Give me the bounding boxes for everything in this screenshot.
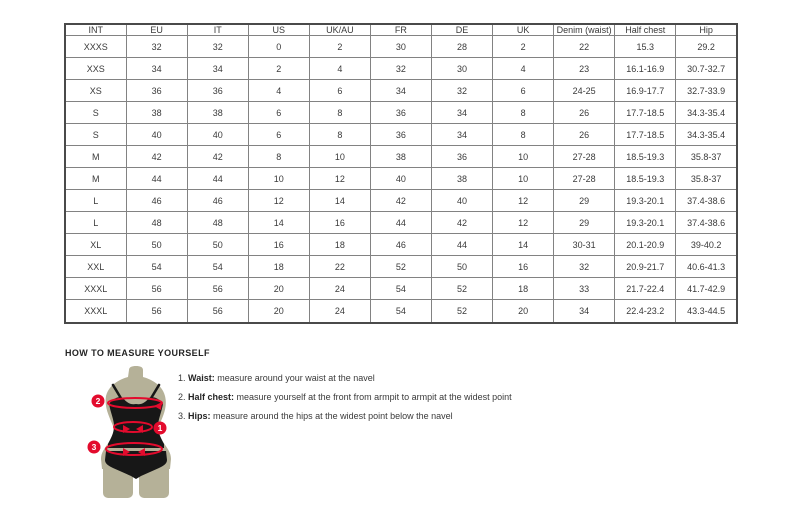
table-cell: 12 — [309, 168, 370, 190]
table-cell: M — [65, 168, 126, 190]
table-cell: 44 — [187, 168, 248, 190]
table-cell: 56 — [187, 278, 248, 300]
table-cell: 48 — [126, 212, 187, 234]
table-cell: 14 — [493, 234, 554, 256]
table-cell: 18.5-19.3 — [615, 168, 676, 190]
table-cell: 22.4-23.2 — [615, 300, 676, 323]
instruction-number: 3. — [178, 411, 186, 421]
column-header: Hip — [676, 24, 737, 36]
badge-waist-number: 1 — [157, 423, 163, 433]
table-cell: XS — [65, 80, 126, 102]
table-row — [65, 300, 737, 323]
table-cell: 46 — [126, 190, 187, 212]
table-cell: 40 — [431, 190, 492, 212]
column-header: IT — [187, 24, 248, 36]
table-cell: 36 — [187, 80, 248, 102]
instruction-hips — [178, 407, 512, 426]
table-cell: 27-28 — [554, 146, 615, 168]
header-row — [65, 24, 737, 36]
table-cell: 29 — [554, 212, 615, 234]
table-cell: 22 — [554, 36, 615, 58]
table-cell: 8 — [248, 146, 309, 168]
table-cell: 16.9-17.7 — [615, 80, 676, 102]
table-cell: 34 — [431, 124, 492, 146]
table-cell: 37.4-38.6 — [676, 190, 737, 212]
size-table-body — [65, 36, 737, 324]
table-cell: 17.7-18.5 — [615, 102, 676, 124]
table-cell: L — [65, 190, 126, 212]
measure-section-title: HOW TO MEASURE YOURSELF — [65, 348, 210, 358]
table-cell: 16.1-16.9 — [615, 58, 676, 80]
table-cell: 6 — [309, 80, 370, 102]
instruction-label: Half chest: — [188, 392, 235, 402]
table-cell: 39-40.2 — [676, 234, 737, 256]
table-cell: 40.6-41.3 — [676, 256, 737, 278]
table-cell: 24-25 — [554, 80, 615, 102]
table-cell: 54 — [370, 278, 431, 300]
table-cell: 34 — [370, 80, 431, 102]
table-cell: 19.3-20.1 — [615, 190, 676, 212]
table-cell: 37.4-38.6 — [676, 212, 737, 234]
instruction-half-chest — [178, 388, 512, 407]
table-cell: 20.1-20.9 — [615, 234, 676, 256]
table-cell: 36 — [126, 80, 187, 102]
table-cell: 32 — [187, 36, 248, 58]
table-cell: 56 — [187, 300, 248, 323]
table-row — [65, 256, 737, 278]
table-cell: 4 — [493, 58, 554, 80]
table-row — [65, 36, 737, 58]
table-cell: 38 — [187, 102, 248, 124]
table-cell: 4 — [248, 80, 309, 102]
table-row — [65, 80, 737, 102]
size-table — [64, 23, 738, 324]
instruction-text: measure around your waist at the navel — [214, 373, 375, 383]
table-cell: 12 — [493, 190, 554, 212]
table-cell: 10 — [493, 168, 554, 190]
table-cell: 6 — [248, 102, 309, 124]
table-cell: 12 — [493, 212, 554, 234]
column-header: DE — [431, 24, 492, 36]
table-cell: 44 — [370, 212, 431, 234]
table-cell: 32 — [431, 80, 492, 102]
table-cell: 4 — [309, 58, 370, 80]
table-cell: 32 — [126, 36, 187, 58]
column-header: US — [248, 24, 309, 36]
table-cell: 34 — [126, 58, 187, 80]
table-cell: 18 — [248, 256, 309, 278]
table-row — [65, 58, 737, 80]
measurement-figure — [79, 366, 194, 500]
instruction-number: 1. — [178, 373, 186, 383]
table-cell: 20 — [248, 278, 309, 300]
table-cell: XXS — [65, 58, 126, 80]
table-cell: M — [65, 146, 126, 168]
badge-hips-number: 3 — [91, 442, 97, 452]
table-cell: 36 — [370, 124, 431, 146]
table-row — [65, 278, 737, 300]
table-cell: 17.7-18.5 — [615, 124, 676, 146]
table-cell: 50 — [126, 234, 187, 256]
table-row — [65, 124, 737, 146]
table-cell: 14 — [309, 190, 370, 212]
table-cell: 32 — [370, 58, 431, 80]
instruction-label: Waist: — [188, 373, 215, 383]
table-cell: 48 — [187, 212, 248, 234]
table-cell: 54 — [187, 256, 248, 278]
table-cell: 22 — [309, 256, 370, 278]
table-cell: 26 — [554, 124, 615, 146]
table-cell: XXXL — [65, 300, 126, 323]
instruction-waist — [178, 369, 512, 388]
column-header: UK — [493, 24, 554, 36]
table-cell: 16 — [248, 234, 309, 256]
table-cell: 46 — [187, 190, 248, 212]
table-cell: 56 — [126, 278, 187, 300]
table-cell: 38 — [431, 168, 492, 190]
table-cell: 28 — [431, 36, 492, 58]
table-cell: 8 — [309, 124, 370, 146]
table-cell: 29 — [554, 190, 615, 212]
measure-instructions — [178, 369, 512, 426]
table-cell: 29.2 — [676, 36, 737, 58]
table-cell: 35.8-37 — [676, 168, 737, 190]
column-header: Half chest — [615, 24, 676, 36]
table-cell: 18.5-19.3 — [615, 146, 676, 168]
table-cell: 2 — [248, 58, 309, 80]
table-cell: 40 — [187, 124, 248, 146]
table-cell: 46 — [370, 234, 431, 256]
table-cell: 10 — [248, 168, 309, 190]
table-cell: L — [65, 212, 126, 234]
table-cell: 30 — [370, 36, 431, 58]
table-cell: 42 — [187, 146, 248, 168]
column-header: INT — [65, 24, 126, 36]
table-cell: 8 — [309, 102, 370, 124]
table-cell: 12 — [248, 190, 309, 212]
table-cell: 34 — [554, 300, 615, 323]
table-cell: XL — [65, 234, 126, 256]
table-cell: 34 — [187, 58, 248, 80]
table-cell: 50 — [431, 256, 492, 278]
column-header: Denim (waist) — [554, 24, 615, 36]
table-cell: S — [65, 102, 126, 124]
table-cell: 42 — [370, 190, 431, 212]
table-row — [65, 190, 737, 212]
table-cell: 43.3-44.5 — [676, 300, 737, 323]
table-cell: XXXL — [65, 278, 126, 300]
table-cell: 52 — [370, 256, 431, 278]
table-cell: 18 — [493, 278, 554, 300]
table-cell: 30-31 — [554, 234, 615, 256]
table-row — [65, 102, 737, 124]
table-cell: 33 — [554, 278, 615, 300]
table-cell: 56 — [126, 300, 187, 323]
table-cell: 26 — [554, 102, 615, 124]
table-cell: 44 — [431, 234, 492, 256]
table-cell: 23 — [554, 58, 615, 80]
table-cell: 14 — [248, 212, 309, 234]
table-cell: 34 — [431, 102, 492, 124]
table-cell: 2 — [493, 36, 554, 58]
table-cell: 36 — [370, 102, 431, 124]
column-header: FR — [370, 24, 431, 36]
column-header: UK/AU — [309, 24, 370, 36]
table-cell: S — [65, 124, 126, 146]
table-cell: 54 — [370, 300, 431, 323]
table-cell: 6 — [493, 80, 554, 102]
instruction-number: 2. — [178, 392, 186, 402]
instruction-text: measure yourself at the front from armpit to armpit at the widest point — [234, 392, 512, 402]
table-cell: 15.3 — [615, 36, 676, 58]
table-cell: 52 — [431, 300, 492, 323]
table-cell: XXXS — [65, 36, 126, 58]
table-cell: 52 — [431, 278, 492, 300]
badge-chest-number: 2 — [95, 396, 101, 406]
table-row — [65, 146, 737, 168]
table-cell: 2 — [309, 36, 370, 58]
table-cell: 6 — [248, 124, 309, 146]
table-cell: 32.7-33.9 — [676, 80, 737, 102]
table-cell: 40 — [370, 168, 431, 190]
table-row — [65, 212, 737, 234]
table-cell: 54 — [126, 256, 187, 278]
mannequin-figure-icon — [79, 366, 194, 500]
instruction-label: Hips: — [188, 411, 211, 421]
table-cell: 20 — [493, 300, 554, 323]
table-cell: 50 — [187, 234, 248, 256]
table-cell: 8 — [493, 124, 554, 146]
table-cell: 21.7-22.4 — [615, 278, 676, 300]
table-cell: 34.3-35.4 — [676, 102, 737, 124]
table-cell: 34.3-35.4 — [676, 124, 737, 146]
table-cell: 30 — [431, 58, 492, 80]
table-cell: 8 — [493, 102, 554, 124]
table-cell: XXL — [65, 256, 126, 278]
table-cell: 0 — [248, 36, 309, 58]
instruction-text: measure around the hips at the widest point below the navel — [210, 411, 453, 421]
table-row — [65, 168, 737, 190]
table-cell: 16 — [493, 256, 554, 278]
table-row — [65, 234, 737, 256]
table-cell: 18 — [309, 234, 370, 256]
table-cell: 10 — [309, 146, 370, 168]
table-cell: 20 — [248, 300, 309, 323]
table-cell: 38 — [370, 146, 431, 168]
table-cell: 27-28 — [554, 168, 615, 190]
table-cell: 44 — [126, 168, 187, 190]
table-cell: 38 — [126, 102, 187, 124]
table-cell: 16 — [309, 212, 370, 234]
table-cell: 24 — [309, 278, 370, 300]
table-cell: 32 — [554, 256, 615, 278]
table-cell: 42 — [126, 146, 187, 168]
column-header: EU — [126, 24, 187, 36]
table-cell: 35.8-37 — [676, 146, 737, 168]
size-table-head — [65, 24, 737, 36]
table-cell: 19.3-20.1 — [615, 212, 676, 234]
table-cell: 24 — [309, 300, 370, 323]
table-cell: 10 — [493, 146, 554, 168]
table-cell: 36 — [431, 146, 492, 168]
table-cell: 20.9-21.7 — [615, 256, 676, 278]
table-cell: 40 — [126, 124, 187, 146]
table-cell: 41.7-42.9 — [676, 278, 737, 300]
table-cell: 30.7-32.7 — [676, 58, 737, 80]
table-cell: 42 — [431, 212, 492, 234]
